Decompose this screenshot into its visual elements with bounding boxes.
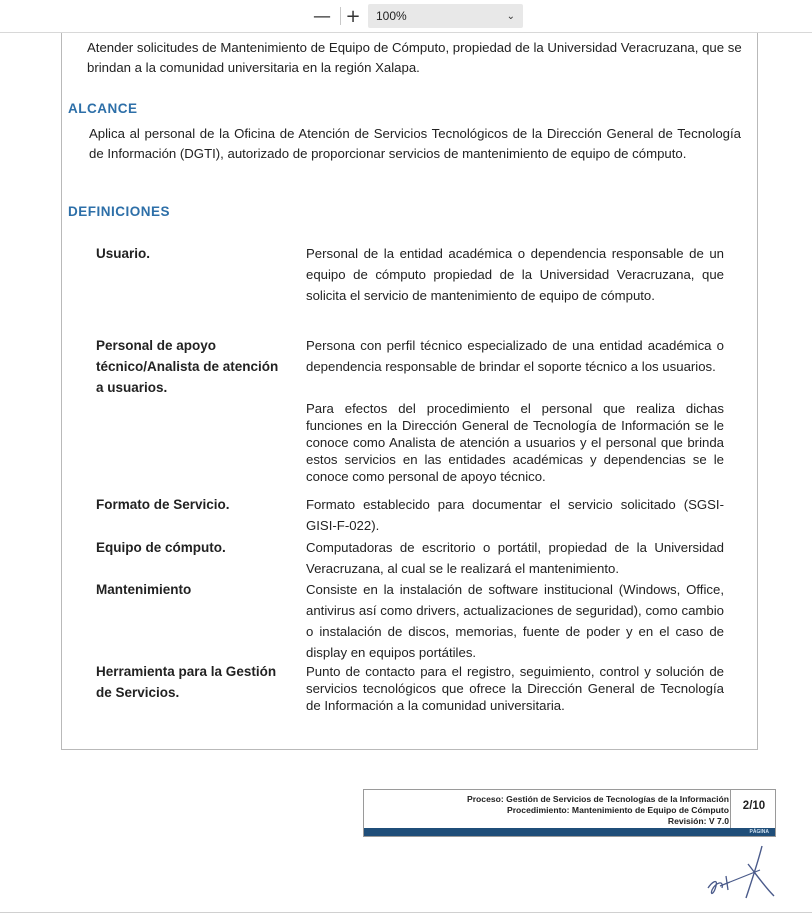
- definition-term-mantenimiento: Mantenimiento: [96, 582, 192, 597]
- definition-text-personal-apoyo-note: Para efectos del procedimiento el personal que realiza dichas funciones en la Dirección General de Tecnología de Información se le conoce como Analista de atención a usuarios y el personal que brinda estos servicios en las entidades académicas y dependencias se le conoce como personal de apoyo técnico.: [306, 401, 724, 484]
- footer-bar: [364, 828, 775, 836]
- definition-term-personal-apoyo: Personal de apoyo técnico/Analista de atención a usuarios.: [96, 338, 279, 395]
- definition-text-mantenimiento: Consiste en la instalación de software institucional (Windows, Office, antivirus así como drivers, actualizaciones de seguridad), como cambio o instalación de discos, memorias, fuente de poder y en el caso de display en equipos portátiles.: [306, 582, 724, 660]
- toolbar-divider: [340, 7, 341, 25]
- definition-term-herramienta: Herramienta para la Gestión de Servicios.: [96, 664, 277, 700]
- alcance-heading: ALCANCE: [68, 101, 138, 116]
- page-label: PÁGINA: [749, 829, 769, 835]
- alcance-text: Aplica al personal de la Oficina de Atención de Servicios Tecnológicos de la Dirección General de Tecnología de Información (DGTI), autorizado de proporcionar servicios de mantenimiento de equipo de cómputo.: [89, 126, 741, 161]
- plus-icon: +: [345, 5, 361, 27]
- zoom-in-button[interactable]: [342, 5, 364, 27]
- definition-term-equipo: Equipo de cómputo.: [96, 540, 226, 555]
- minus-icon: —: [313, 5, 331, 27]
- definition-text-personal-apoyo: Persona con perfil técnico especializado de una entidad académica o dependencia responsable de brindar el soporte técnico a los usuarios.: [306, 338, 724, 374]
- footer-info: [467, 794, 729, 827]
- document-footer: [363, 789, 776, 837]
- objective-text: Atender solicitudes de Mantenimiento de Equipo de Cómputo, propiedad de la Universidad Veracruzana, que se brindan a la comunidad universitaria en la región Xalapa.: [87, 40, 742, 75]
- definition-term-formato: Formato de Servicio.: [96, 497, 230, 512]
- zoom-out-button[interactable]: [311, 5, 333, 27]
- footer-procedimiento: Procedimiento: Mantenimiento de Equipo de Cómputo: [506, 805, 729, 815]
- definition-text-formato: Formato establecido para documentar el servicio solicitado (SGSI-GISI-F-022).: [306, 497, 724, 533]
- definition-text-herramienta: Punto de contacto para el registro, seguimiento, control y solución de servicios tecnológicos que ofrece la Dirección General de Tecnología de Información a la comunidad universitaria.: [306, 664, 724, 713]
- page-number: 2/10: [742, 800, 766, 812]
- bottom-rule: [0, 912, 812, 913]
- chevron-down-icon: ⌄: [506, 10, 515, 22]
- footer-proceso: Proceso: Gestión de Servicios de Tecnologías de la Información: [466, 794, 729, 804]
- definition-text-equipo: Computadoras de escritorio o portátil, propiedad de la Universidad Veracruzana, al cual se le realizará el mantenimiento.: [306, 540, 724, 576]
- zoom-level-select[interactable]: [368, 4, 523, 28]
- definition-text-usuario: Personal de la entidad académica o dependencia responsable de un equipo de cómputo propiedad de la Universidad Veracruzana, que solicita el servicio de mantenimiento de equipo de cómputo.: [306, 246, 724, 303]
- zoom-level-value: 100%: [376, 9, 407, 23]
- signature-icon: [700, 842, 780, 908]
- pdf-toolbar: [0, 0, 812, 33]
- definition-term-usuario: Usuario.: [96, 246, 151, 261]
- definiciones-heading: DEFINICIONES: [68, 204, 171, 219]
- footer-revision: Revisión: V 7.0: [667, 816, 729, 826]
